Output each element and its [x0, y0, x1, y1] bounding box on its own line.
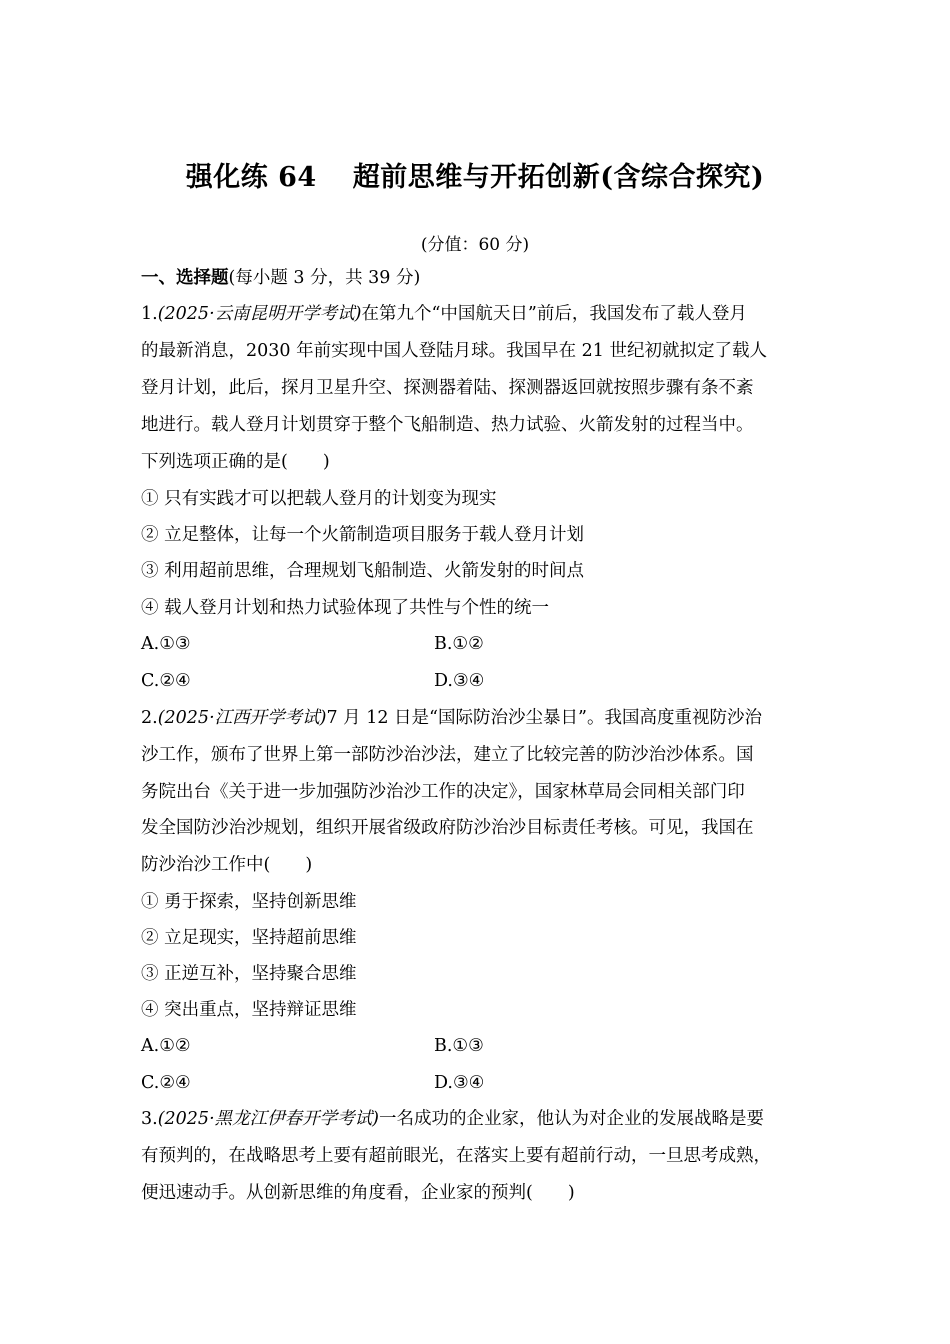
question-1-text: 在第九个“中国航天日”前后，我国发布了载人登月	[361, 304, 747, 324]
title-main: 强化练 64	[185, 162, 317, 193]
page-title	[0, 155, 950, 194]
question-2-option-d: D.③④	[434, 1073, 485, 1093]
question-2-statement-4: ④ 突出重点，坚持辩证思维	[141, 1000, 357, 1020]
question-1-number: 1.	[141, 304, 158, 324]
question-2-statement-1: ① 勇于探索，坚持创新思维	[141, 892, 357, 912]
question-3-number: 3.	[141, 1109, 158, 1129]
question-2-line-3: 务院出台《关于进一步加强防沙治沙工作的决定》，国家林草局会同相关部门印	[141, 782, 745, 802]
score-note: (分值：60 分)	[420, 235, 530, 255]
question-3-line-3: 便迅速动手。从创新思维的角度看，企业家的预判( )	[141, 1183, 575, 1203]
question-2-option-a: A.①②	[141, 1036, 191, 1056]
question-1-statement-3: ③ 利用超前思维，合理规划飞船制造、火箭发射的时间点	[141, 561, 585, 581]
question-1-option-c: C.②④	[141, 671, 191, 691]
section-heading-label: 一、选择题	[141, 268, 229, 288]
section-heading-note: (每小题 3 分，共 39 分)	[228, 268, 421, 288]
question-2-line-2: 沙工作，颁布了世界上第一部防沙治沙法，建立了比较完善的防沙治沙体系。国	[141, 745, 754, 765]
question-1-line-5: 下列选项正确的是( )	[141, 452, 330, 472]
question-1-source: (2025·云南昆明开学考试)	[157, 304, 362, 324]
question-3-text: 一名成功的企业家，他认为对企业的发展战略是要	[378, 1109, 764, 1129]
question-2-statement-2: ② 立足现实，坚持超前思维	[141, 928, 357, 948]
question-2-line-5: 防沙治沙工作中( )	[141, 855, 313, 875]
question-2-number: 2.	[141, 708, 158, 728]
question-1-statement-2: ② 立足整体，让每一个火箭制造项目服务于载人登月计划	[141, 525, 585, 545]
question-1-option-d: D.③④	[434, 671, 485, 691]
question-2-source: (2025·江西开学考试)	[157, 708, 327, 728]
question-2-statement-3: ③ 正逆互补，坚持聚合思维	[141, 964, 357, 984]
question-1-statement-4: ④ 载人登月计划和热力试验体现了共性与个性的统一	[141, 598, 550, 618]
title-sub: 超前思维与开拓创新(含综合探究)	[352, 162, 765, 193]
question-3-line-1	[141, 1107, 764, 1131]
question-1-statement-1: ① 只有实践才可以把载人登月的计划变为现实	[141, 489, 497, 509]
question-2-line-4: 发全国防沙治沙规划，组织开展省级政府防沙治沙目标责任考核。可见，我国在	[141, 818, 754, 838]
question-1-line-2: 的最新消息，2030 年前实现中国人登陆月球。我国早在 21 世纪初就拟定了载人	[141, 341, 767, 361]
question-1-option-b: B.①②	[434, 634, 484, 654]
question-2-text: 7 月 12 日是“国际防治沙尘暴日”。我国高度重视防沙治	[326, 708, 762, 728]
question-3-line-2: 有预判的，在战略思考上要有超前眼光，在落实上要有超前行动，一旦思考成熟，	[141, 1146, 771, 1166]
question-1-line-3: 登月计划，此后，探月卫星升空、探测器着陆、探测器返回就按照步骤有条不紊	[141, 378, 754, 398]
question-2-option-b: B.①③	[434, 1036, 484, 1056]
question-3-source: (2025·黑龙江伊春开学考试)	[157, 1109, 379, 1129]
section-heading	[141, 266, 420, 290]
question-2-option-c: C.②④	[141, 1073, 191, 1093]
question-1-option-a: A.①③	[141, 634, 191, 654]
question-2-line-1	[141, 706, 762, 730]
question-1-line-4: 地进行。载人登月计划贯穿于整个飞船制造、热力试验、火箭发射的过程当中。	[141, 415, 754, 435]
question-1-line-1	[141, 302, 747, 326]
